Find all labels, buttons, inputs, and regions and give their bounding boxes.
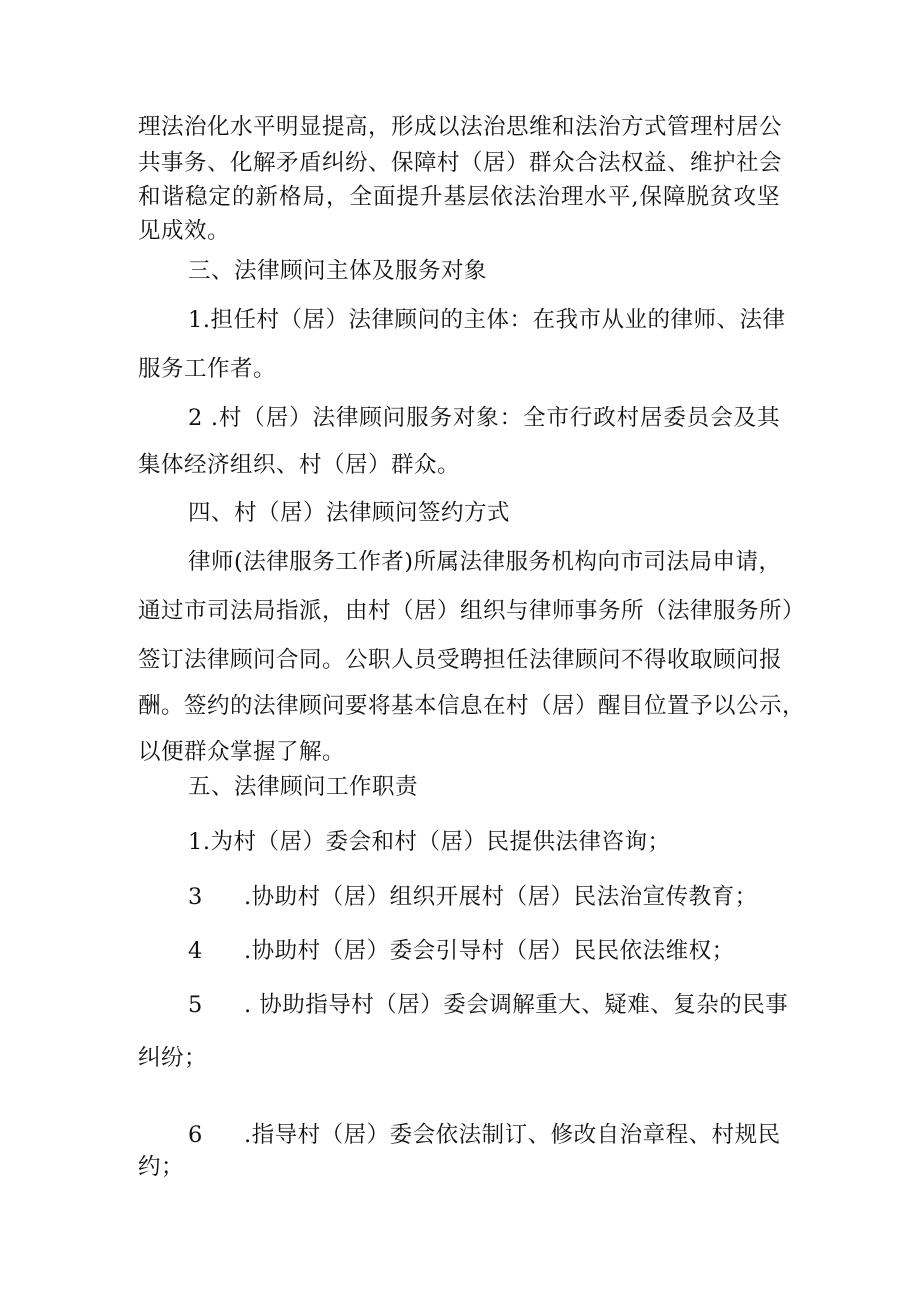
duty-item-text-3: .协助村（居）组织开展村（居）民法治宣传教育； xyxy=(244,884,758,910)
section-heading-3: 三、法律顾问主体及服务对象 xyxy=(188,258,488,284)
duty-item-number-6: 6 xyxy=(188,1122,203,1148)
paragraph-line-1: 理法治化水平明显提高，形成以法治思维和法治方式管理村居公 xyxy=(138,114,783,140)
item-line-2: 2 .村（居）法律顾问服务对象：全市行政村居委员会及其 xyxy=(188,405,780,431)
duty-item-number-4: 4 xyxy=(188,938,203,964)
paragraph-line-2: 共事务、化解矛盾纠纷、保障村（居）群众合法权益、维护社会 xyxy=(138,150,783,176)
duty-item-text-4: .协助村（居）委会引导村（居）民民依法维权； xyxy=(244,938,735,964)
section-heading-4: 四、村（居）法律顾问签约方式 xyxy=(188,500,511,526)
paragraph-signing-line-5: 以便群众掌握了解。 xyxy=(138,739,346,765)
section-heading-5: 五、法律顾问工作职责 xyxy=(188,774,419,800)
duty-item-number-3: 3 xyxy=(188,884,203,910)
item-line-1: 1.担任村（居）法律顾问的主体：在我市从业的律师、法律 xyxy=(188,307,786,333)
item-line-2-continued: 集体经济组织、村（居）群众。 xyxy=(138,452,461,478)
paragraph-line-4: 见成效。 xyxy=(138,218,231,244)
duty-item-number-5: 5 xyxy=(188,992,203,1018)
paragraph-signing-line-2: 通过市司法局指派，由村（居）组织与律师事务所（法律服务所） xyxy=(138,598,806,624)
paragraph-line-3: 和谐稳定的新格局，全面提升基层依法治理水平,保障脱贫攻坚 xyxy=(138,184,780,210)
duty-item-1: 1.为村（居）委会和村（居）民提供法律咨询； xyxy=(188,829,671,855)
duty-item-text-6: .指导村（居）委会依法制订、修改自治章程、村规民 xyxy=(244,1122,781,1148)
paragraph-signing-line-1: 律师(法律服务工作者)所属法律服务机构向市司法局申请， xyxy=(188,549,782,575)
paragraph-signing-line-4: 酬。签约的法律顾问要将基本信息在村（居）醒目位置予以公示， xyxy=(138,693,806,719)
item-line-1-continued: 服务工作者。 xyxy=(138,356,277,382)
duty-item-6-continued: 约； xyxy=(138,1154,185,1180)
duty-item-text-5: . 协助指导村（居）委会调解重大、疑难、复杂的民事 xyxy=(244,992,789,1018)
duty-item-5-continued: 纠纷； xyxy=(138,1045,208,1071)
paragraph-signing-line-3: 签订法律顾问合同。公职人员受聘担任法律顾问不得收取顾问报 xyxy=(138,647,783,673)
